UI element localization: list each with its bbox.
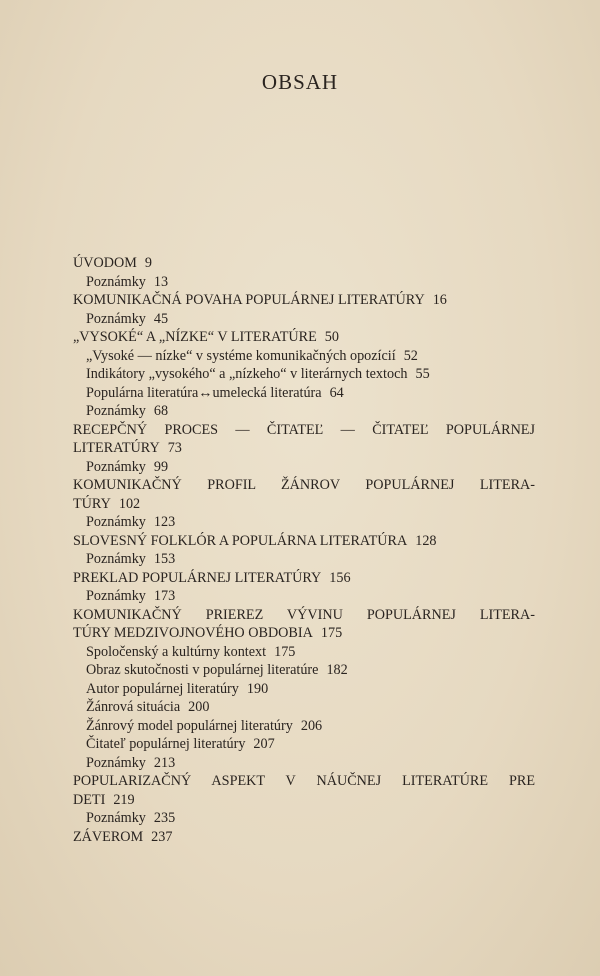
toc-entry-title: Poznámky xyxy=(86,588,146,604)
toc-entry-title: Poznámky xyxy=(86,514,146,530)
toc-entry-title: PREKLAD POPULÁRNEJ LITERATÚRY xyxy=(73,569,322,586)
toc-entry xyxy=(73,809,535,828)
toc-page-number: 200 xyxy=(188,699,210,715)
toc-page-number: 128 xyxy=(415,532,437,549)
toc-entry-title: „Vysoké — nízke“ v systéme komunikačných opozícií xyxy=(86,347,396,364)
toc-entry-title: Poznámky xyxy=(86,551,146,567)
toc-entry-line: POPULARIZAČNÝ ASPEKT V NÁUČNEJ LITERATÚRE PRE xyxy=(73,773,535,789)
toc-entry-title-cont: TÚRY MEDZIVOJNOVÉHO OBDOBIA xyxy=(73,625,313,641)
toc-page-number: 9 xyxy=(144,255,152,271)
toc-entry-title: ZÁVEROM xyxy=(73,828,144,845)
toc-page-number: 235 xyxy=(153,810,176,826)
toc-entry xyxy=(73,513,535,532)
toc-entry xyxy=(73,569,535,588)
toc-entry-title: Poznámky xyxy=(86,273,146,290)
toc-page-number: 213 xyxy=(153,754,176,771)
toc-entry xyxy=(73,291,535,310)
toc-entry xyxy=(73,587,535,606)
toc-entry xyxy=(73,439,535,458)
toc-entry-title: Populárna literatúra↔umelecká literatúra xyxy=(86,384,322,401)
toc-entry xyxy=(73,680,535,699)
toc-entry-title: Čitateľ populárnej literatúry xyxy=(86,736,246,752)
toc-entry xyxy=(73,698,535,717)
toc-page-number: 64 xyxy=(329,384,344,401)
toc-entry xyxy=(73,458,535,477)
toc-page-number: 219 xyxy=(113,791,135,808)
toc-entry-title: Žánrová situácia xyxy=(86,699,181,715)
toc-page-number: 68 xyxy=(153,403,169,419)
toc-page-number: 237 xyxy=(151,828,173,845)
toc-page-number: 99 xyxy=(153,458,169,475)
toc-entry xyxy=(73,254,535,273)
toc-entry xyxy=(73,273,535,292)
toc-entry xyxy=(73,828,535,847)
toc-entry-title: Autor populárnej literatúry xyxy=(86,680,239,697)
toc-entry-line: KOMUNIKAČNÝ PRIEREZ VÝVINU POPULÁRNEJ LITERA- xyxy=(73,606,535,623)
toc-entry-title: Indikátory „vysokého“ a „nízkeho“ v literárnych textoch xyxy=(86,366,408,382)
toc-page-number: 156 xyxy=(329,569,351,586)
page-title: OBSAH xyxy=(261,70,339,94)
toc-entry xyxy=(73,347,535,366)
toc-entry-title: Spoločenský a kultúrny kontext xyxy=(86,643,267,660)
toc-entry xyxy=(73,624,535,643)
toc-page-number: 190 xyxy=(246,680,269,697)
toc-entry-title: Poznámky xyxy=(86,810,146,826)
toc-page-number: 206 xyxy=(300,717,323,734)
toc-page-number: 50 xyxy=(324,329,339,345)
toc-entry xyxy=(73,735,535,754)
toc-entry xyxy=(73,310,535,329)
toc-page-number: 207 xyxy=(253,736,275,752)
toc-entry xyxy=(73,328,535,347)
toc-page-number: 16 xyxy=(432,292,447,308)
toc-entry-title-cont: DETI xyxy=(73,791,106,808)
toc-entry-title: SLOVESNÝ FOLKLÓR A POPULÁRNA LITERATÚRA xyxy=(73,532,408,549)
toc-entry xyxy=(73,791,535,810)
toc-entry-title: Poznámky xyxy=(86,458,146,475)
toc-entry xyxy=(73,661,535,680)
toc-entry-title: Poznámky xyxy=(86,754,146,771)
toc-entry-title: Žánrový model populárnej literatúry xyxy=(86,717,293,734)
toc-entry xyxy=(73,384,535,403)
toc-page-number: 13 xyxy=(153,273,169,290)
toc-page-number: 175 xyxy=(274,643,296,660)
toc-page-number: 52 xyxy=(403,347,418,364)
toc-entry-title: ÚVODOM xyxy=(73,255,137,271)
toc-entry xyxy=(73,532,535,551)
toc-entry-title: Obraz skutočnosti v populárnej literatúre xyxy=(86,662,319,678)
toc-entry xyxy=(73,365,535,384)
toc-entry-title: Poznámky xyxy=(86,310,146,327)
toc-page-number: 173 xyxy=(153,588,176,604)
toc-entry-title: „VYSOKÉ“ A „NÍZKE“ V LITERATÚRE xyxy=(73,329,317,345)
toc-entry xyxy=(73,754,535,773)
toc-page-number: 102 xyxy=(118,495,141,512)
table-of-contents xyxy=(73,254,535,846)
toc-page-number: 182 xyxy=(326,662,348,678)
toc-entry xyxy=(73,717,535,736)
toc-page-number: 45 xyxy=(153,310,169,327)
toc-entry xyxy=(73,550,535,569)
toc-entry xyxy=(73,643,535,662)
toc-entry xyxy=(73,402,535,421)
toc-entry xyxy=(73,495,535,514)
toc-page-number: 55 xyxy=(415,366,430,382)
toc-entry-title: Poznámky xyxy=(86,403,146,419)
toc-entry-line: KOMUNIKAČNÝ PROFIL ŽÁNROV POPULÁRNEJ LITERA- xyxy=(73,477,535,493)
toc-entry-title-cont: LITERATÚRY xyxy=(73,440,160,456)
toc-entry-line: RECEPČNÝ PROCES — ČITATEĽ — ČITATEĽ POPULÁRNEJ xyxy=(73,421,535,438)
toc-entry-title: KOMUNIKAČNÁ POVAHA POPULÁRNEJ LITERATÚRY xyxy=(73,292,425,308)
toc-page-number: 175 xyxy=(320,625,343,641)
toc-page-number: 73 xyxy=(167,440,182,456)
toc-page-number: 123 xyxy=(153,514,176,530)
toc-page-number: 153 xyxy=(153,551,176,567)
toc-entry-title-cont: TÚRY xyxy=(73,495,111,512)
